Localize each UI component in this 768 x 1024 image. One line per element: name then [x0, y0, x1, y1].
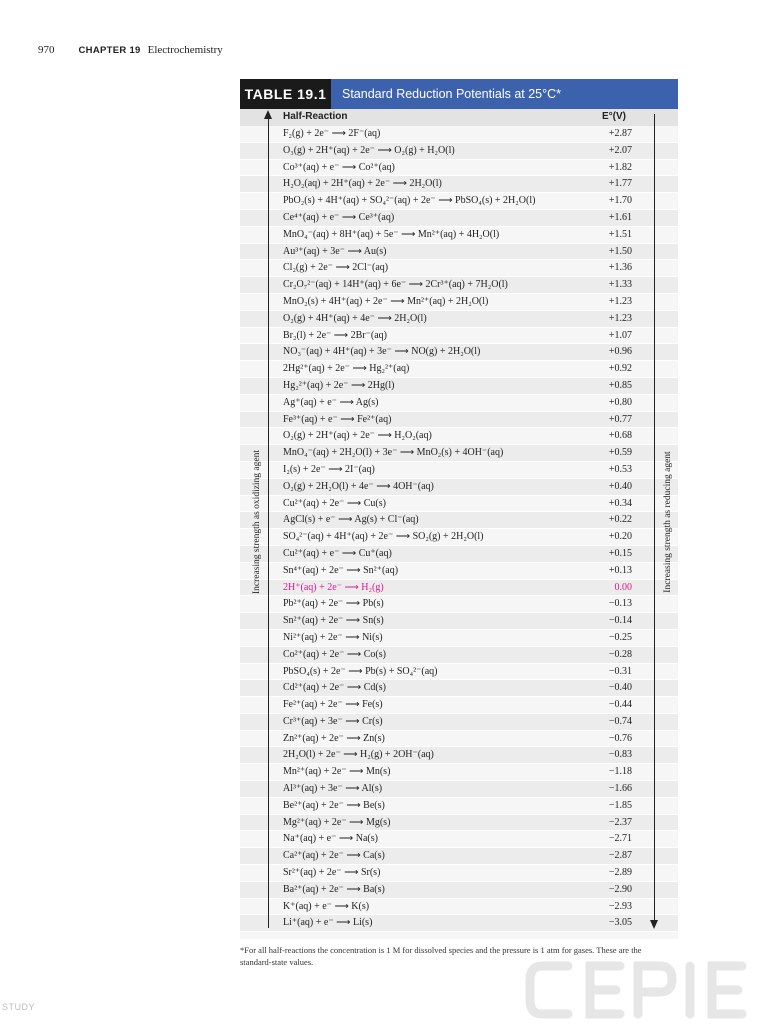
- potential-cell: −0.28: [608, 648, 632, 660]
- half-reaction-cell: O₂(g) + 2H⁺(aq) + 2e⁻ ⟶ H₂O₂(aq): [283, 430, 432, 442]
- potential-cell: 0.00: [614, 581, 632, 593]
- half-reaction-cell: Sr²⁺(aq) + 2e⁻ ⟶ Sr(s): [283, 867, 381, 879]
- half-reaction-cell: O₂(g) + 4H⁺(aq) + 4e⁻ ⟶ 2H₂O(l): [283, 312, 427, 324]
- half-reaction-cell: Cu²⁺(aq) + e⁻ ⟶ Cu⁺(aq): [283, 547, 392, 559]
- table-title-band: [240, 79, 678, 109]
- column-header-potential: E°(V): [602, 111, 626, 122]
- half-reaction-cell: 2H₂O(l) + 2e⁻ ⟶ H₂(g) + 2OH⁻(aq): [283, 749, 434, 761]
- potential-cell: +0.15: [608, 547, 632, 559]
- half-reaction-cell: Co³⁺(aq) + e⁻ ⟶ Co²⁺(aq): [283, 161, 395, 173]
- potential-cell: −2.37: [608, 816, 632, 828]
- table-rows: [240, 126, 678, 932]
- potential-cell: +0.80: [608, 396, 632, 408]
- potential-cell: +0.53: [608, 463, 632, 475]
- half-reaction-cell: F₂(g) + 2e⁻ ⟶ 2F⁻(aq): [283, 128, 381, 139]
- table-row: [240, 831, 678, 848]
- half-reaction-cell: AgCl(s) + e⁻ ⟶ Ag(s) + Cl⁻(aq): [283, 514, 419, 526]
- potential-cell: −1.18: [608, 766, 632, 778]
- half-reaction-cell: Sn²⁺(aq) + 2e⁻ ⟶ Sn(s): [283, 615, 384, 627]
- half-reaction-cell: H₂O₂(aq) + 2H⁺(aq) + 2e⁻ ⟶ 2H₂O(l): [283, 178, 442, 190]
- table-row: [240, 395, 678, 412]
- table-row: [240, 445, 678, 462]
- table-row: [240, 529, 678, 546]
- potential-cell: +0.20: [608, 531, 632, 543]
- table-row: [240, 328, 678, 345]
- half-reaction-cell: Cr₂O₇²⁻(aq) + 14H⁺(aq) + 6e⁻ ⟶ 2Cr³⁺(aq) + 7H₂O(l): [283, 279, 508, 291]
- half-reaction-cell: MnO₂(s) + 4H⁺(aq) + 2e⁻ ⟶ Mn²⁺(aq) + 2H₂O(l): [283, 295, 489, 307]
- half-reaction-cell: MnO₄⁻(aq) + 8H⁺(aq) + 5e⁻ ⟶ Mn²⁺(aq) + 4H₂O(l): [283, 228, 500, 240]
- potential-cell: +1.61: [608, 211, 632, 223]
- table-row: [240, 227, 678, 244]
- half-reaction-cell: Mg²⁺(aq) + 2e⁻ ⟶ Mg(s): [283, 816, 391, 828]
- half-reaction-cell: Hg₂²⁺(aq) + 2e⁻ ⟶ 2Hg(l): [283, 379, 395, 391]
- table-row: [240, 210, 678, 227]
- table-row: [240, 815, 678, 832]
- potential-cell: −0.13: [608, 598, 632, 610]
- table-row: [240, 344, 678, 361]
- watermark-logo: [520, 950, 768, 1024]
- potential-cell: +0.96: [608, 346, 632, 358]
- potential-cell: +0.40: [608, 480, 632, 492]
- table-row: [240, 479, 678, 496]
- table-row: [240, 143, 678, 160]
- table-row: [240, 496, 678, 513]
- reduction-potentials-table: [240, 109, 678, 939]
- half-reaction-cell: Ba²⁺(aq) + 2e⁻ ⟶ Ba(s): [283, 883, 385, 895]
- table-row: [240, 563, 678, 580]
- table-column-header: [240, 109, 678, 126]
- potential-cell: −0.74: [608, 715, 632, 727]
- table-row: [240, 193, 678, 210]
- half-reaction-cell: MnO₄⁻(aq) + 2H₂O(l) + 3e⁻ ⟶ MnO₂(s) + 4OH⁻(aq): [283, 447, 504, 459]
- watermark-text: STUDY: [2, 1002, 36, 1012]
- potential-cell: +2.07: [608, 144, 632, 156]
- potential-cell: +2.87: [608, 128, 632, 139]
- table-row: [240, 596, 678, 613]
- table-row: [240, 260, 678, 277]
- potential-cell: +1.70: [608, 195, 632, 207]
- half-reaction-cell: Fe²⁺(aq) + 2e⁻ ⟶ Fe(s): [283, 699, 383, 711]
- half-reaction-cell: Be²⁺(aq) + 2e⁻ ⟶ Be(s): [283, 799, 385, 811]
- half-reaction-cell: Ce⁴⁺(aq) + e⁻ ⟶ Ce³⁺(aq): [283, 211, 395, 223]
- potential-cell: −0.40: [608, 682, 632, 694]
- half-reaction-cell: Al³⁺(aq) + 3e⁻ ⟶ Al(s): [283, 783, 383, 795]
- table-row: [240, 714, 678, 731]
- potential-cell: −2.90: [608, 883, 632, 895]
- table-row: [240, 361, 678, 378]
- half-reaction-cell: PbSO₄(s) + 2e⁻ ⟶ Pb(s) + SO₄²⁻(aq): [283, 665, 438, 677]
- table-row: [240, 462, 678, 479]
- potential-cell: −2.87: [608, 850, 632, 862]
- potential-cell: +1.50: [608, 245, 632, 257]
- potential-cell: −2.93: [608, 900, 632, 912]
- reducing-agent-label: Increasing strength as reducing agent: [663, 451, 673, 593]
- half-reaction-cell: 2H⁺(aq) + 2e⁻ ⟶ H₂(g): [283, 581, 384, 593]
- potential-cell: +0.68: [608, 430, 632, 442]
- potential-cell: −0.14: [608, 615, 632, 627]
- table-row: [240, 664, 678, 681]
- down-arrow-icon: [650, 920, 658, 929]
- half-reaction-cell: Br₂(l) + 2e⁻ ⟶ 2Br⁻(aq): [283, 329, 387, 341]
- half-reaction-cell: O₂(g) + 2H₂O(l) + 4e⁻ ⟶ 4OH⁻(aq): [283, 480, 434, 492]
- half-reaction-cell: Li⁺(aq) + e⁻ ⟶ Li(s): [283, 917, 373, 929]
- table-row: [240, 647, 678, 664]
- table-row: [240, 176, 678, 193]
- potential-cell: −0.25: [608, 631, 632, 643]
- potential-cell: −0.31: [608, 665, 632, 677]
- potential-cell: −3.05: [608, 917, 632, 929]
- half-reaction-cell: Pb²⁺(aq) + 2e⁻ ⟶ Pb(s): [283, 598, 384, 610]
- table-title: Standard Reduction Potentials at 25°C*: [331, 79, 678, 109]
- table-row: [240, 747, 678, 764]
- half-reaction-cell: Ni²⁺(aq) + 2e⁻ ⟶ Ni(s): [283, 631, 383, 643]
- half-reaction-cell: O₃(g) + 2H⁺(aq) + 2e⁻ ⟶ O₂(g) + H₂O(l): [283, 144, 455, 156]
- table-row: [240, 731, 678, 748]
- potential-cell: −0.76: [608, 732, 632, 744]
- table-row: [240, 512, 678, 529]
- table-row: [240, 798, 678, 815]
- half-reaction-cell: Cl₂(g) + 2e⁻ ⟶ 2Cl⁻(aq): [283, 262, 389, 274]
- half-reaction-cell: Ca²⁺(aq) + 2e⁻ ⟶ Ca(s): [283, 850, 385, 862]
- half-reaction-cell: SO₄²⁻(aq) + 4H⁺(aq) + 2e⁻ ⟶ SO₂(g) + 2H₂O(l): [283, 531, 484, 543]
- half-reaction-cell: Zn²⁺(aq) + 2e⁻ ⟶ Zn(s): [283, 732, 385, 744]
- table-row: [240, 882, 678, 899]
- potential-cell: −2.89: [608, 867, 632, 879]
- potential-cell: +0.13: [608, 564, 632, 576]
- half-reaction-cell: 2Hg²⁺(aq) + 2e⁻ ⟶ Hg₂²⁺(aq): [283, 363, 410, 375]
- table-row: [240, 160, 678, 177]
- potential-cell: −0.83: [608, 749, 632, 761]
- table-row: [240, 126, 678, 143]
- potential-cell: +1.36: [608, 262, 632, 274]
- table-row: [240, 428, 678, 445]
- chapter-title: Electrochemistry: [147, 44, 223, 56]
- half-reaction-cell: Ag⁺(aq) + e⁻ ⟶ Ag(s): [283, 396, 379, 408]
- potential-cell: +1.82: [608, 161, 632, 173]
- column-header-half-reaction: Half-Reaction: [283, 111, 348, 122]
- potential-cell: +1.23: [608, 312, 632, 324]
- table-row: [240, 546, 678, 563]
- potential-cell: +1.51: [608, 228, 632, 240]
- page-header: [38, 44, 223, 56]
- potential-cell: +0.85: [608, 379, 632, 391]
- potential-cell: +1.77: [608, 178, 632, 190]
- table-row: [240, 630, 678, 647]
- half-reaction-cell: Cr³⁺(aq) + 3e⁻ ⟶ Cr(s): [283, 715, 383, 727]
- half-reaction-cell: Sn⁴⁺(aq) + 2e⁻ ⟶ Sn²⁺(aq): [283, 564, 399, 576]
- half-reaction-cell: Au³⁺(aq) + 3e⁻ ⟶ Au(s): [283, 245, 387, 257]
- half-reaction-cell: I₂(s) + 2e⁻ ⟶ 2I⁻(aq): [283, 463, 375, 475]
- potential-cell: −0.44: [608, 699, 632, 711]
- half-reaction-cell: Na⁺(aq) + e⁻ ⟶ Na(s): [283, 833, 378, 845]
- potential-cell: +0.34: [608, 497, 632, 509]
- half-reaction-cell: K⁺(aq) + e⁻ ⟶ K(s): [283, 900, 370, 912]
- potential-cell: +1.23: [608, 295, 632, 307]
- half-reaction-cell: Cd²⁺(aq) + 2e⁻ ⟶ Cd(s): [283, 682, 386, 694]
- table-row: [240, 294, 678, 311]
- potential-cell: −1.66: [608, 783, 632, 795]
- half-reaction-cell: Fe³⁺(aq) + e⁻ ⟶ Fe²⁺(aq): [283, 413, 392, 425]
- table-row: [240, 277, 678, 294]
- table-number: TABLE 19.1: [240, 79, 331, 109]
- potential-cell: +0.59: [608, 447, 632, 459]
- table-row: [240, 311, 678, 328]
- table-row: [240, 412, 678, 429]
- table-row: [240, 781, 678, 798]
- half-reaction-cell: NO₃⁻(aq) + 4H⁺(aq) + 3e⁻ ⟶ NO(g) + 2H₂O(l): [283, 346, 481, 358]
- potential-cell: +0.22: [608, 514, 632, 526]
- potential-cell: +0.77: [608, 413, 632, 425]
- potential-cell: −2.71: [608, 833, 632, 845]
- table-row: [240, 613, 678, 630]
- potential-cell: −1.85: [608, 799, 632, 811]
- table-row: [240, 915, 678, 932]
- page-number: 970: [38, 44, 55, 56]
- table-footnote: *For all half-reactions the concentration is 1 M for dissolved species and the pressure is 1 atm for gases. These are the standard-state values.: [240, 945, 642, 968]
- chapter-label: CHAPTER 19: [78, 45, 141, 56]
- half-reaction-cell: Cu²⁺(aq) + 2e⁻ ⟶ Cu(s): [283, 497, 386, 509]
- table-row: [240, 899, 678, 916]
- table-row: [240, 764, 678, 781]
- table-row: [240, 378, 678, 395]
- potential-cell: +0.92: [608, 363, 632, 375]
- half-reaction-cell: Co²⁺(aq) + 2e⁻ ⟶ Co(s): [283, 648, 386, 660]
- table-row: [240, 848, 678, 865]
- table-row: [240, 680, 678, 697]
- potential-cell: +1.33: [608, 279, 632, 291]
- potential-cell: +1.07: [608, 329, 632, 341]
- half-reaction-cell: Mn²⁺(aq) + 2e⁻ ⟶ Mn(s): [283, 766, 391, 778]
- oxidizing-strength-axis: [268, 116, 269, 928]
- table-row-standard-hydrogen: [240, 580, 678, 597]
- oxidizing-agent-label: Increasing strength as oxidizing agent: [252, 449, 262, 595]
- table-row: [240, 865, 678, 882]
- half-reaction-cell: PbO₂(s) + 4H⁺(aq) + SO₄²⁻(aq) + 2e⁻ ⟶ PbSO₄(s) + 2H₂O(l): [283, 195, 536, 207]
- table-row: [240, 244, 678, 261]
- reducing-strength-axis: [654, 114, 655, 922]
- table-row: [240, 697, 678, 714]
